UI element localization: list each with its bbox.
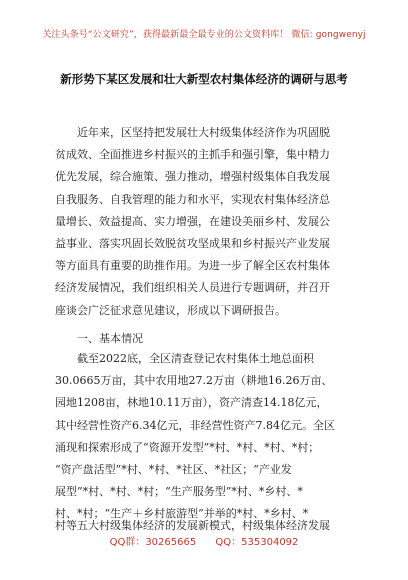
text-line: 优先发展，综合施策、强力推动，增强村级集体自我发展 xyxy=(55,170,330,184)
text-line: 其中经营性资产6.34亿元，非经营性资产7.84亿元。全区 xyxy=(55,418,335,432)
text-line: 量增长、效益提高、实力增强，在建设美丽乡村、发展公 xyxy=(55,214,330,228)
header-promo-note: 关注头条号“公文研究”，获得最新最全最专业的公文资料库！ 微信: gongwenyj xyxy=(42,30,366,40)
text-line: 自我服务、自我管理的能力和水平，实现农村集体经济总 xyxy=(55,192,330,206)
paragraph-intro xyxy=(55,122,355,322)
text-line: 经济发展情况，我们组织相关人员进行专题调研，并召开 xyxy=(55,281,330,295)
qq-number: QQ：535304092 xyxy=(215,537,299,548)
text-line: 等方面具有重要的助推作用。为进一步了解全区农村集体 xyxy=(55,259,330,273)
text-line: 近年来，区坚持把发展壮大村级集体经济作为巩固脱 xyxy=(77,126,330,139)
text-line: 贫成效、全面推进乡村振兴的主抓手和强引擎，集中精力 xyxy=(55,148,330,162)
text-line: 截至2022底，全区清查登记农村集体土地总面积 xyxy=(77,352,314,365)
text-line: 村等五大村级集体经济的发展新模式，村级集体经济发展 xyxy=(55,519,330,532)
text-line: 展型”*村、*村、*村；“生产服务型”*村、*乡村、* xyxy=(55,485,303,499)
footer-contact xyxy=(0,533,408,548)
text-line: 村、*村；“生产＋乡村旅游型”并举的*村、*乡村、* xyxy=(55,507,309,521)
qq-group-number: QQ群：30265665 xyxy=(109,537,197,548)
document-title: 新形势下某区发展和壮大新型农村集体经济的调研与思考 xyxy=(60,72,348,86)
text-line: 园地1208亩，林地10.11万亩），资产清查14.18亿元， xyxy=(55,396,328,410)
text-line: 30.0665万亩，其中农用地27.2万亩（耕地16.26万亩、 xyxy=(55,374,333,388)
text-line: 益事业、落实巩固长效脱贫攻坚成果和乡村振兴产业发展 xyxy=(55,236,330,250)
text-line: 涌现和探索形成了“资源开发型”*村、*村、*村、*村； xyxy=(55,440,320,454)
text-line: 座谈会广泛征求意见建议，形成以下调研报告。 xyxy=(55,303,286,317)
section-heading: 一、基本情况 xyxy=(77,332,143,345)
text-line: “资产盘活型”*村、*村、*社区、*社区；“产业发 xyxy=(55,462,292,476)
paragraph-basic-situation xyxy=(55,348,355,526)
